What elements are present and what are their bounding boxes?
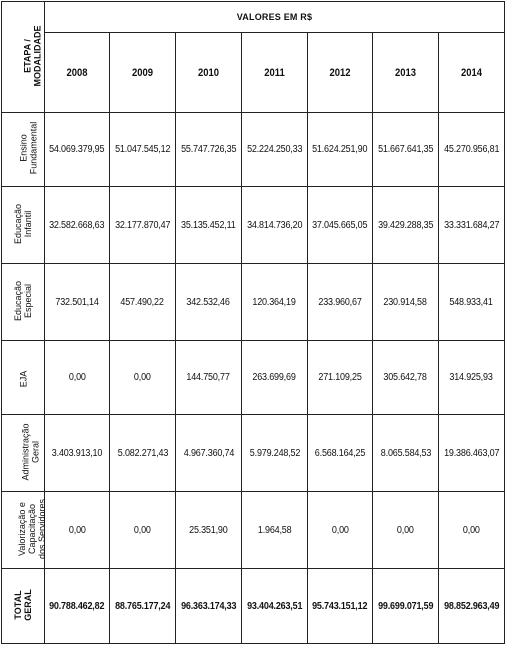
row-label-cell [2,187,45,264]
value-cell: 233.960,67 [308,264,373,341]
value-cell: 25.351,90 [176,492,242,569]
value-cell: 51.624.251,90 [308,113,373,187]
value-cell: 0,00 [45,341,110,415]
total-row [2,569,505,644]
value-cell: 33.331.684,27 [439,187,505,264]
year-header [176,33,242,113]
stage-header-cell [2,2,45,113]
value-cell: 120.364,19 [242,264,308,341]
stage-header-label [23,25,43,86]
value-cell: 1.964,58 [242,492,308,569]
row-label: Educação Infantil [13,203,33,244]
year-header [308,33,373,113]
value-cell: 35.135.452,11 [176,187,242,264]
value-cell: 51.047.545,12 [110,113,176,187]
row-label-cell [2,492,48,569]
row-label: Administração Geral [20,422,41,481]
total-value-cell: 96.363.174,33 [176,569,242,644]
value-cell: 0,00 [45,492,110,569]
value-cell: 8.065.584,53 [373,415,439,492]
value-cell: 34.814.736,20 [242,187,308,264]
total-value-cell: 90.788.462,82 [45,569,110,644]
row-label: EJA [17,370,28,387]
value-cell: 263.699,69 [242,341,308,415]
value-cell: 52.224.250,33 [242,113,308,187]
table-row [2,492,505,569]
value-cell: 3.403.913,10 [45,415,110,492]
table-row [2,415,505,492]
value-cell: 305.642,78 [373,341,439,415]
year-label: 2010 [197,66,220,79]
total-value-cell: 98.852.963,49 [439,569,505,644]
stage-header-line-2: MODALIDADE [32,25,43,86]
row-label-cell [2,341,45,415]
value-cell: 6.568.164,25 [308,415,373,492]
value-cell: 5.979.248,52 [242,415,308,492]
year-label: 2014 [460,66,483,79]
table-row [2,187,505,264]
row-label: Educação Especial [13,280,33,321]
table-row [2,264,505,341]
value-cell: 271.109,25 [308,341,373,415]
total-value-cell: 99.699.071,59 [373,569,439,644]
value-cell: 0,00 [439,492,505,569]
year-header [439,33,505,113]
values-header: VALORES EM R$ [45,2,505,33]
year-header-row [2,33,505,113]
year-header [45,33,110,113]
year-header [373,33,439,113]
value-cell: 55.747.726,35 [176,113,242,187]
value-cell: 0,00 [110,341,176,415]
value-cell: 0,00 [110,492,176,569]
value-cell: 51.667.641,35 [373,113,439,187]
total-value-cell: 93.404.263,51 [242,569,308,644]
value-cell: 32.177.870,47 [110,187,176,264]
value-cell: 19.386.463,07 [439,415,505,492]
row-label-cell [2,264,45,341]
value-cell: 144.750,77 [176,341,242,415]
row-label-cell [2,113,45,187]
value-cell: 4.967.360,74 [176,415,242,492]
value-cell: 37.045.665,05 [308,187,373,264]
year-header [242,33,308,113]
value-cell: 230.914,58 [373,264,439,341]
value-cell: 457.490,22 [110,264,176,341]
value-cell: 0,00 [373,492,439,569]
value-cell: 342.532,46 [176,264,242,341]
value-cell: 39.429.288,35 [373,187,439,264]
value-cell: 732.501,14 [45,264,110,341]
year-label: 2008 [66,66,88,79]
row-label-cell [2,415,45,492]
year-label: 2009 [131,66,154,79]
year-label: 2011 [264,66,285,79]
total-label: TOTAL GERAL [13,588,33,621]
expense-table [1,1,505,644]
value-cell: 32.582.668,63 [45,187,110,264]
stage-header-line-1: ETAPA / [22,38,33,73]
row-label: Ensino Fundamental [18,121,39,175]
value-cell: 54.069.379,95 [45,113,110,187]
total-label-cell [2,569,45,644]
value-cell: 314.925,93 [439,341,505,415]
total-value-cell: 88.765.177,24 [110,569,176,644]
row-label: Valorização e Capacitação dos Servidores [17,498,48,559]
table-row [2,341,505,415]
value-cell: 5.082.271,43 [110,415,176,492]
year-label: 2013 [394,66,417,79]
year-label: 2012 [329,66,351,79]
year-header [110,33,176,113]
value-cell: 548.933,41 [439,264,505,341]
value-cell: 45.270.956,81 [439,113,505,187]
total-value-cell: 95.743.151,12 [308,569,373,644]
table-row [2,113,505,187]
value-cell: 0,00 [308,492,373,569]
